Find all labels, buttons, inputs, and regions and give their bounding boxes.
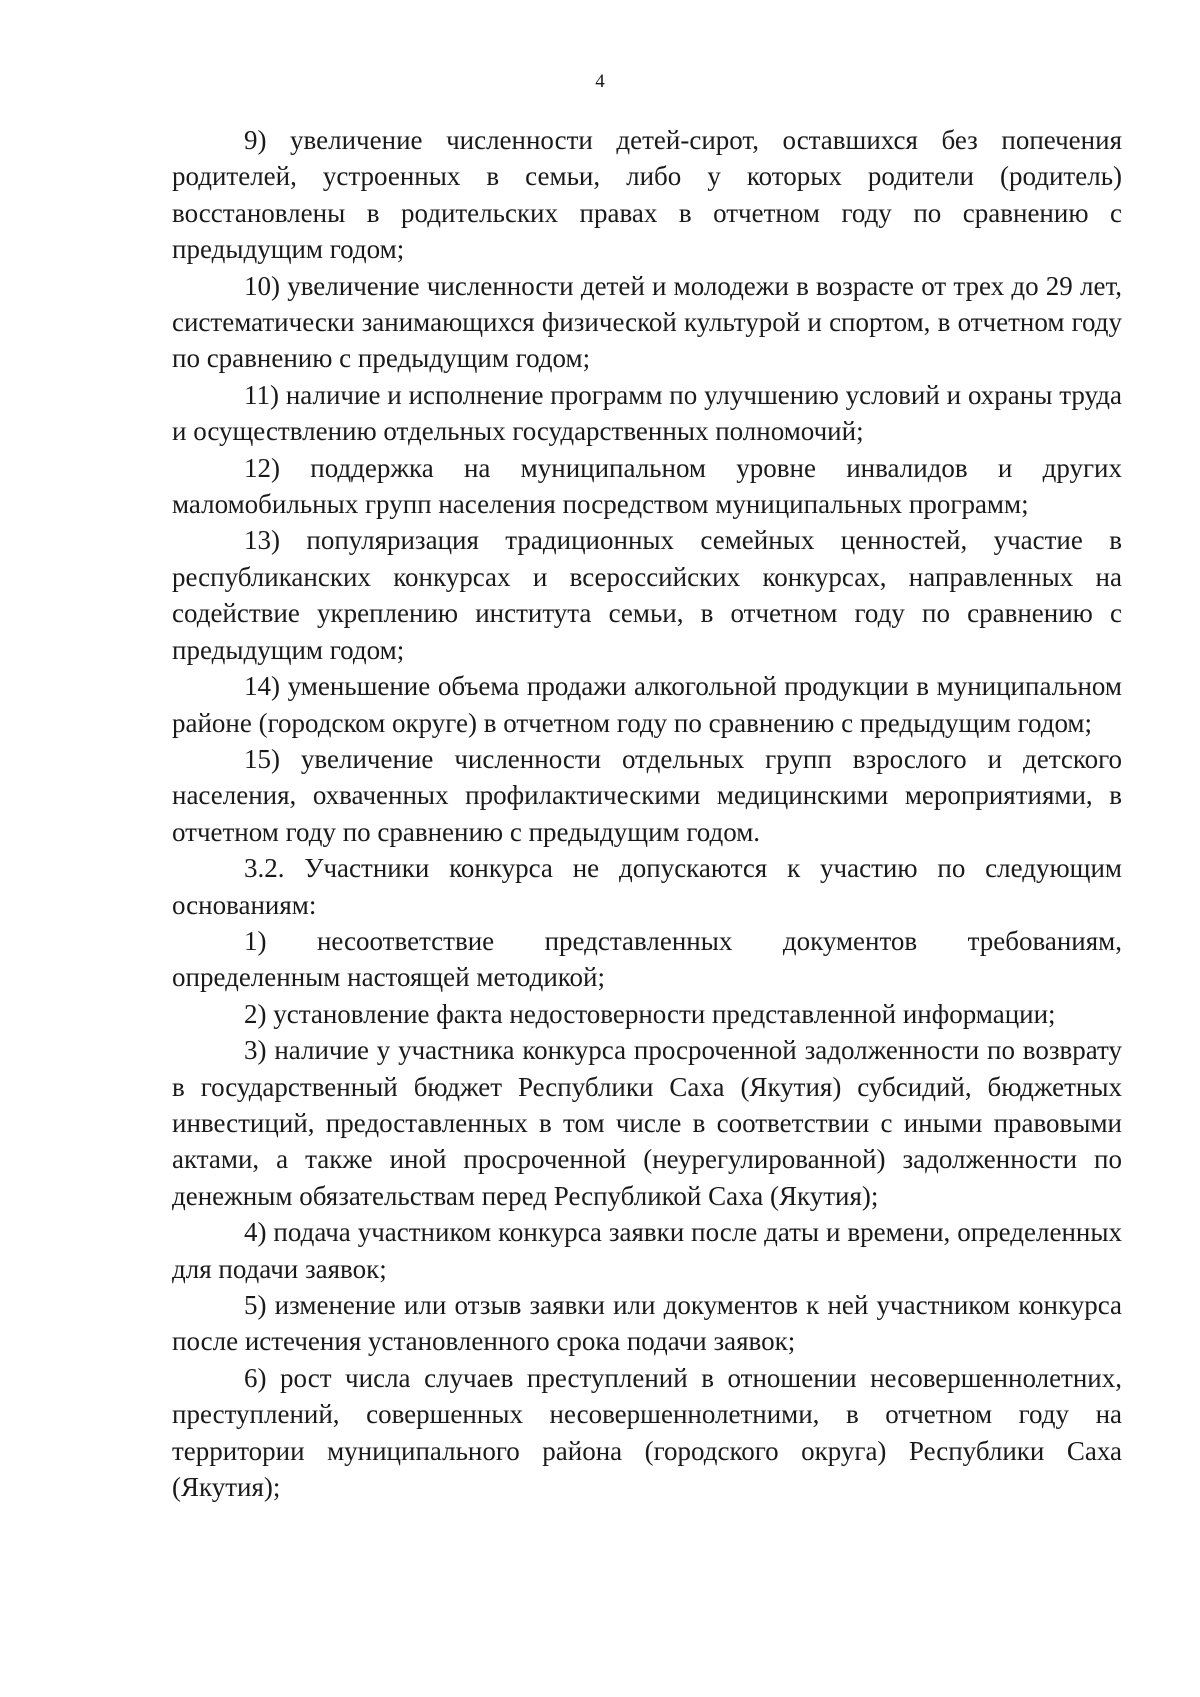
paragraph-item-13: 13) популяризация традиционных семейных ценностей, участие в республиканских конкурсах и всероссийских конкурсах, направленных на содействие укреплению института семьи, в отчетном году по сравнению с предыдущим годом; (172, 525, 1122, 665)
paragraph-item-9: 9) увеличение численности детей-сирот, оставшихся без попечения родителей, устроенных в семьи, либо у которых родители (родитель) восстановлены в родительских правах в отчетном году по сравнению с предыдущим годом; (172, 125, 1122, 265)
page-number: 4 (595, 71, 605, 92)
paragraph-item-11: 11) наличие и исполнение программ по улучшению условий и охраны труда и осуществлению отдельных государственных полномочий; (172, 379, 1122, 447)
exclusion-item-6: 6) рост числа случаев преступлений в отношении несовершеннолетних, преступлений, совершенных несовершеннолетними, в отчетном году на территории муниципального района (городского округа) Республики Саха (Якутия); (172, 1362, 1122, 1503)
exclusion-item-1: 1) несоответствие представленных документов требованиям, определенным настоящей методикой; (172, 925, 1122, 993)
section-3-2-heading: 3.2. Участники конкурса не допускаются к участию по следующим основаниям: (172, 853, 1122, 920)
paragraph-item-15: 15) увеличение численности отдельных групп взрослого и детского населения, охваченных профилактическими медицинскими мероприятиями, в отчетном году по сравнению с предыдущим годом. (172, 743, 1122, 847)
exclusion-item-3: 3) наличие у участника конкурса просроченной задолженности по возврату в государственный бюджет Республики Саха (Якутия) субсидий, бюджетных инвестиций, предоставленных в том числе в соответствии с иными правовыми актами, а также иной просроченной (неурегулированной) задолженности по денежным обязательствам перед Республикой Саха (Якутия); (172, 1035, 1122, 1211)
exclusion-item-4: 4) подача участником конкурса заявки после даты и времени, определенных для подачи заявок; (172, 1217, 1122, 1284)
paragraph-item-10: 10) увеличение численности детей и молодежи в возрасте от трех до 29 лет, систематически занимающихся физической культурой и спортом, в отчетном году по сравнению с предыдущим годом; (172, 270, 1122, 374)
document-body (172, 122, 1122, 1505)
paragraph-item-14: 14) уменьшение объема продажи алкогольной продукции в муниципальном районе (городском округе) в отчетном году по сравнению с предыдущим годом; (172, 671, 1122, 738)
exclusion-item-2: 2) установление факта недостоверности представленной информации; (244, 998, 1056, 1029)
paragraph-item-12: 12) поддержка на муниципальном уровне инвалидов и других маломобильных групп населения посредством муниципальных программ; (172, 452, 1122, 520)
exclusion-item-5: 5) изменение или отзыв заявки или документов к ней участником конкурса после истечения установленного срока подачи заявок; (172, 1290, 1122, 1357)
